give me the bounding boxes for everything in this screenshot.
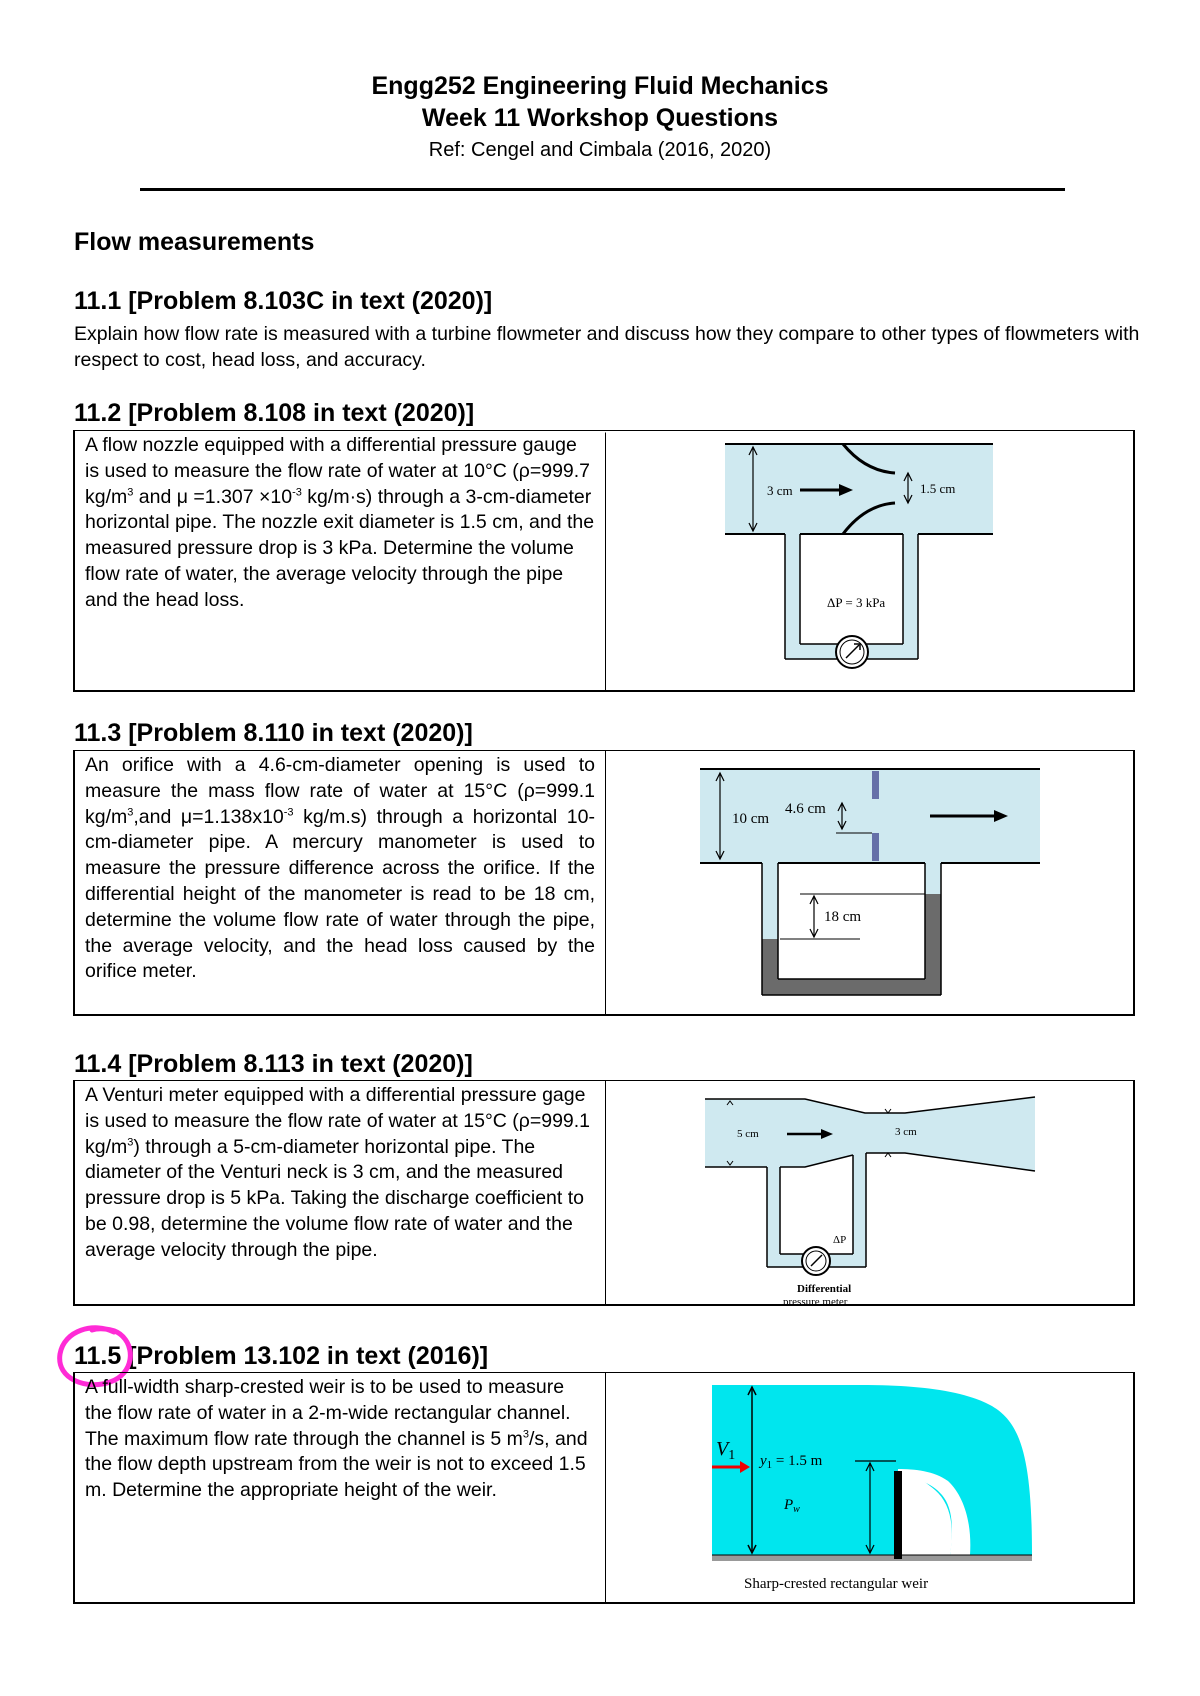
pressure-drop-label: ΔP (833, 1234, 847, 1246)
week-title: Week 11 Workshop Questions (421, 104, 779, 132)
pipe-diameter-label: 10 cm (732, 811, 770, 827)
problem-11-5-box (73, 1372, 1135, 1604)
sharp-crested-weir-diagram (710, 1385, 1050, 1600)
problem-11-2-text: A flow nozzle equipped with a differential pressure gauge is used to measure the flow rate of water at 10°C (ρ=999.7 $kg/m^3$ and $\mu =1.307 \times 10^{-3}$ kg/m·s) through a 3-cm-diameter horizontal pipe. The nozzle exit diameter is 1.5 cm, and the measured pressure drop is 3 kPa. Determine the volume flow rate of water, the average velocity through the pipe and the head loss. (85, 434, 595, 611)
problem-11-1-text: Explain how flow rate is measured with a turbine flowmeter and discuss how they compare to other types of flowmeters with respect to cost, head loss, and accuracy. (74, 323, 1140, 371)
orifice-diameter-label: 4.6 cm (785, 801, 826, 817)
weir-height-label: $P_w$ (784, 1497, 800, 1515)
venturi-meter-diagram (705, 1091, 1045, 1306)
flow-nozzle-diagram (715, 441, 1015, 681)
problem-11-2-box (73, 430, 1135, 692)
velocity-label: $V_1$ (716, 1438, 736, 1463)
column-divider (605, 431, 606, 690)
column-divider (605, 1373, 606, 1602)
problem-11-3-text: An orifice with a 4.6-cm-diameter opening is used to measure the mass flow rate of water at 15°C (ρ=999.1 $kg/m^3,and$ $\mu=1.138x10^{-3}$ kg/m.s) through a horizontal 10-cm-diameter pipe. A mercury manometer is used to measure the pressure difference across the orifice. If the differential height of the manometer is read to be 18 cm, determine the volume flow rate of water through the pipe, the average velocity, and the head loss caused by the orifice meter. (85, 754, 595, 983)
problem-11-4-box (73, 1080, 1135, 1306)
meter-caption-line-2: pressure meter (783, 1296, 848, 1306)
pipe-diameter-label: 3 cm (767, 483, 793, 498)
problem-11-2-heading: 11.2 [Problem 8.108 in text (2020)] (74, 399, 475, 427)
box-top-rule (75, 431, 1137, 441)
problem-11-1-heading: 11.1 [Problem 8.103C in text (2020)] (74, 287, 493, 315)
section-title: Flow measurements (74, 228, 315, 256)
problem-number: 11.5 (74, 1342, 122, 1370)
problem-11-4-heading: 11.4 [Problem 8.113 in text (2020)] (74, 1050, 473, 1078)
weir-caption: Sharp-crested rectangular weir (744, 1576, 929, 1592)
problem-11-3-box (73, 750, 1135, 1016)
neck-diameter-label: 3 cm (895, 1126, 917, 1138)
problem-11-5-text: A full-width sharp-crested weir is to be used to measure the flow rate of water in a 2-m-wide rectangular channel. The maximum flow rate through the channel is 5 $m^3/s$, and the flow depth upstream from the weir is not to exceed 1.5 m. Determine the appropriate height of the weir. (85, 1376, 588, 1502)
depth-label: $y_1 = 1.5$ m (760, 1453, 823, 1471)
problem-11-5-heading: 11.5 [Problem 13.102 in text (2016)] (74, 1342, 489, 1370)
manometer-height-label: 18 cm (824, 909, 862, 925)
problem-11-4-text: A Venturi meter equipped with a differential pressure gage is used to measure the flow rate of water at 15°C (ρ=999.1 $kg/m^3$) through a 5-cm-diameter horizontal pipe. The diameter of the Venturi neck is 3 cm, and the measured pressure drop is 5 kPa. Taking the discharge coefficient to be 0.98, determine the volume flow rate of water and the average velocity through the pipe. (85, 1084, 591, 1261)
pipe-diameter-label: 5 cm (737, 1128, 759, 1140)
reference-line: Ref: Cengel and Cimbala (2016, 2020) (428, 139, 772, 161)
header-rule (140, 188, 1065, 191)
column-divider (605, 1081, 606, 1304)
nozzle-diameter-label: 1.5 cm (920, 481, 956, 496)
problem-11-3-heading: 11.3 [Problem 8.110 in text (2020)] (74, 719, 473, 747)
course-title: Engg252 Engineering Fluid Mechanics (371, 72, 829, 100)
column-divider (605, 751, 606, 1014)
pressure-drop-label: ΔP = 3 kPa (827, 595, 886, 610)
orifice-meter-diagram (700, 759, 1050, 1009)
meter-caption-line-1: Differential (797, 1283, 852, 1295)
